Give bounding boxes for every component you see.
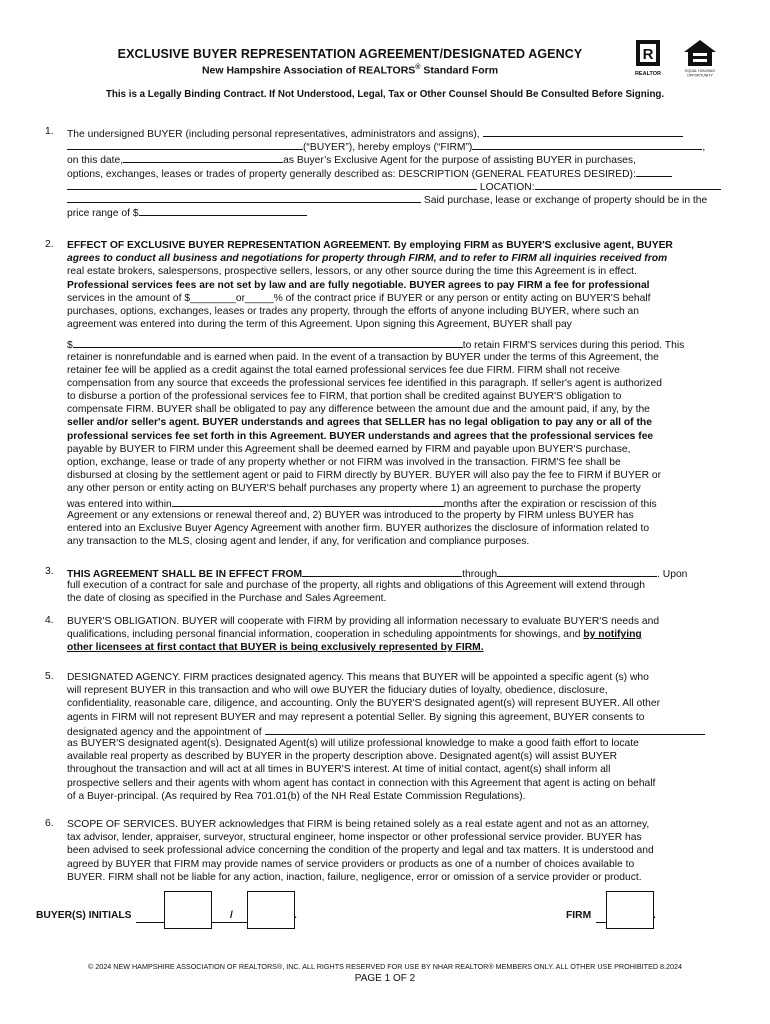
start-date-field[interactable]	[302, 566, 462, 577]
copyright-footer: © 2024 NEW HAMPSHIRE ASSOCIATION OF REALTORS®, INC. ALL RIGHTS RESERVED FOR USE BY NHAR REALTOR® MEMBERS ONLY. ALL OTHER USE PROHIBITED 8.2024	[87, 962, 683, 971]
equal-housing-opportunity-logo	[680, 38, 720, 78]
svg-text:OPPORTUNITY: OPPORTUNITY	[687, 73, 713, 78]
date-field[interactable]	[123, 152, 283, 163]
svg-text:EQUAL HOUSING: EQUAL HOUSING	[685, 69, 715, 73]
section-5: DESIGNATED AGENCY. FIRM practices designated agency. This means that BUYER will be appointed a specific agent (s) who will represent BUYER in this transaction and who will owe BUYER the fiduciary duties of loyalty, obedience, disclosure, confidentiality, reasonable care, diligence, and accounting. Only the BUYER'S designated agent(s) will represent BUYER. All other agents in FIRM will not represent BUYER and may represent a potential Seller. By signing this agreement, BUYER consents to designated agency and the appointment of as BUYER'S designated agent(s). Designated Agent(s) will utilize professional knowledge to make a good faith effort to locate available real property as described by BUYER in the property description above. Designated agent(s) will assist BUYER throughout the transaction and will act at all times in BUYER'S interest. At time of initial contact, agent(s) shall inform all prospective sellers and their agents with whom agent has contact in connection with this Agreement that agent is acting on behalf of a Buyer-principal. (As required by Rea 701.01(b) of the NH Real Estate Commission Regulations).	[67, 671, 734, 803]
price-range-field[interactable]	[139, 205, 307, 216]
buyer-name-field[interactable]	[483, 126, 683, 137]
end-date-field[interactable]	[497, 566, 657, 577]
section-number: 3.	[45, 566, 54, 577]
firm-initials-box[interactable]	[606, 891, 654, 929]
buyer-initials-box-1[interactable]	[164, 891, 212, 929]
s1-line: The undersigned BUYER (including personal representatives, administrators and assigns),	[67, 129, 480, 140]
section-4: BUYER'S OBLIGATION. BUYER will cooperate with FIRM by providing all information necessary to evaluate BUYER'S needs and qualifications, including personal financial information, cooperation in scheduling appointments for showings, and by notifying other licensees at first contact that BUYER is being exclusively represented by FIRM.	[67, 616, 660, 654]
section-3: THIS AGREEMENT SHALL BE IN EFFECT FROM through . Upon full execution of a contract for sale and purchase of the property, all rights and obligations of this Agreement will extend through the date of closing as specified in the Purchase and Sales Agreement.	[67, 566, 734, 606]
firm-name-field[interactable]	[472, 139, 702, 150]
section-number: 5.	[45, 671, 54, 682]
buyer-initials-box-2[interactable]	[247, 891, 295, 929]
buyer-initials-label: BUYER(S) INITIALS	[36, 910, 132, 921]
section-6: SCOPE OF SERVICES. BUYER acknowledges that FIRM is being retained solely as a real estate agent and not as an attorney, tax advisor, lender, appraiser, surveyor, structural engineer, home inspector or other professional service provider. BUYER has been advised to seek professional advice concerning the condition of the property and legal and tax matters. It is understood and agreed by BUYER that FIRM may provide names of service providers or products as one of a number of choices available to BUYER. FIRM shall not be liable for any action, inaction, failure, negligence, error or omission of a service provider or product.	[67, 819, 654, 883]
retainer-amount-field[interactable]	[73, 337, 463, 348]
page-number: PAGE 1 OF 2	[354, 973, 416, 984]
firm-initials-label: FIRM	[566, 910, 592, 921]
section-number: 4.	[45, 615, 54, 626]
months-field[interactable]	[172, 496, 444, 507]
document-subtitle: New Hampshire Association of REALTORS® Standard Form	[201, 64, 499, 77]
section-number: 6.	[45, 818, 54, 829]
initials-row: BUYER(S) INITIALS / . FIRM .	[36, 890, 736, 930]
binding-notice: This is a Legally Binding Contract. If Not Understood, Legal, Tax or Other Counsel Should Be Consulted Before Signing.	[105, 89, 665, 100]
description-field[interactable]	[636, 166, 672, 177]
buyer-name-field-2[interactable]	[67, 139, 303, 150]
svg-text:REALTOR: REALTOR	[634, 71, 662, 77]
section-2: EFFECT OF EXCLUSIVE BUYER REPRESENTATION AGREEMENT. By employing FIRM as BUYER'S exclusive agent, BUYER agrees to conduct all business and negotiations for property through FIRM, and to refer to FIRM all inquiries received from real estate brokers, salespersons, prospective sellers, lessors, or any other source during the time this Agreement is in effect. Professional services fees are not set by law and are fully negotiable. BUYER agrees to pay FIRM a fee for professional services in the amount of $________or_____% of the contract price if BUYER or any person or entity acting on BUYER'S behalf purchases, options, exchanges, leases or trades any property, through the efforts of anyone including BUYER, where such an agreement was entered into during the term of this Agreement. Upon signing this Agreement, BUYER shall pay $ to retain FIRM'S services during this period. This retainer is nonrefundable and is earned when paid. In the event of a transaction by BUYER under the terms of this Agreement, the retainer fee will be applied as a credit against the total earned professional services fee due FIRM. FIRM shall not receive compensation from any source that exceeds the professional services fee identified in this paragraph. If seller's agent is authorized to disburse a portion of the professional services fee to FIRM, that portion shall be credited against BUYER'S obligation to compensate FIRM. BUYER shall be obligated to pay any difference between the amount due and the amount paid, if any, by the seller and/or seller's agent. BUYER understands and agrees that SELLER has no legal obligation to pay any or all of the professional services fee set forth in this Agreement. BUYER understands and agrees that the professional services fee payable by BUYER to FIRM under this Agreement shall be deemed earned by FIRM and payable upon BUYER'S purchase, option, exchange, lease or trade of any property whether or not FIRM was involved in the transaction. FIRM'S fee shall be disbursed at closing by the settlement agent or paid to FIRM directly by BUYER. BUYER will also pay the fee to FIRM if BUYER or any other person or entity acting on BUYER'S behalf purchases any property where 1) an agreement to purchase the property was entered into within months after the expiration or rescission of this Agreement or any extensions or renewal thereof and, 2) BUYER was introduced to the property by FIRM unless BUYER has entered into an Exclusive Buyer Agency Agreement with another firm. BUYER authorizes the disclosure of information related to any transaction to the MLS, closing agent and lender, if any, for verification and compliance purposes.	[67, 240, 685, 548]
logo-group	[632, 38, 732, 78]
designated-agent-field[interactable]	[265, 724, 705, 735]
section-1: The undersigned BUYER (including personal representatives, administrators and assigns), (“BUYER”), hereby employs (“FIRM”) , on this date, as Buyer’s Exclusive Agent for the purpose of assisting BUYER in purchases, options, exchanges, leases or trades of property generally described as: DESCRIPTION (GENERAL FEATURES DESIRED): LOCATION: Said purchase, lease or exchange of property should be in the price range of $	[67, 126, 734, 218]
svg-text:R: R	[642, 46, 654, 63]
location-field[interactable]	[535, 179, 721, 190]
section-number: 1.	[45, 126, 54, 137]
document-title: EXCLUSIVE BUYER REPRESENTATION AGREEMENT/DESIGNATED AGENCY	[117, 47, 583, 61]
location-field-2[interactable]	[67, 192, 421, 203]
section-number: 2.	[45, 239, 54, 250]
description-field-2[interactable]	[67, 179, 477, 190]
